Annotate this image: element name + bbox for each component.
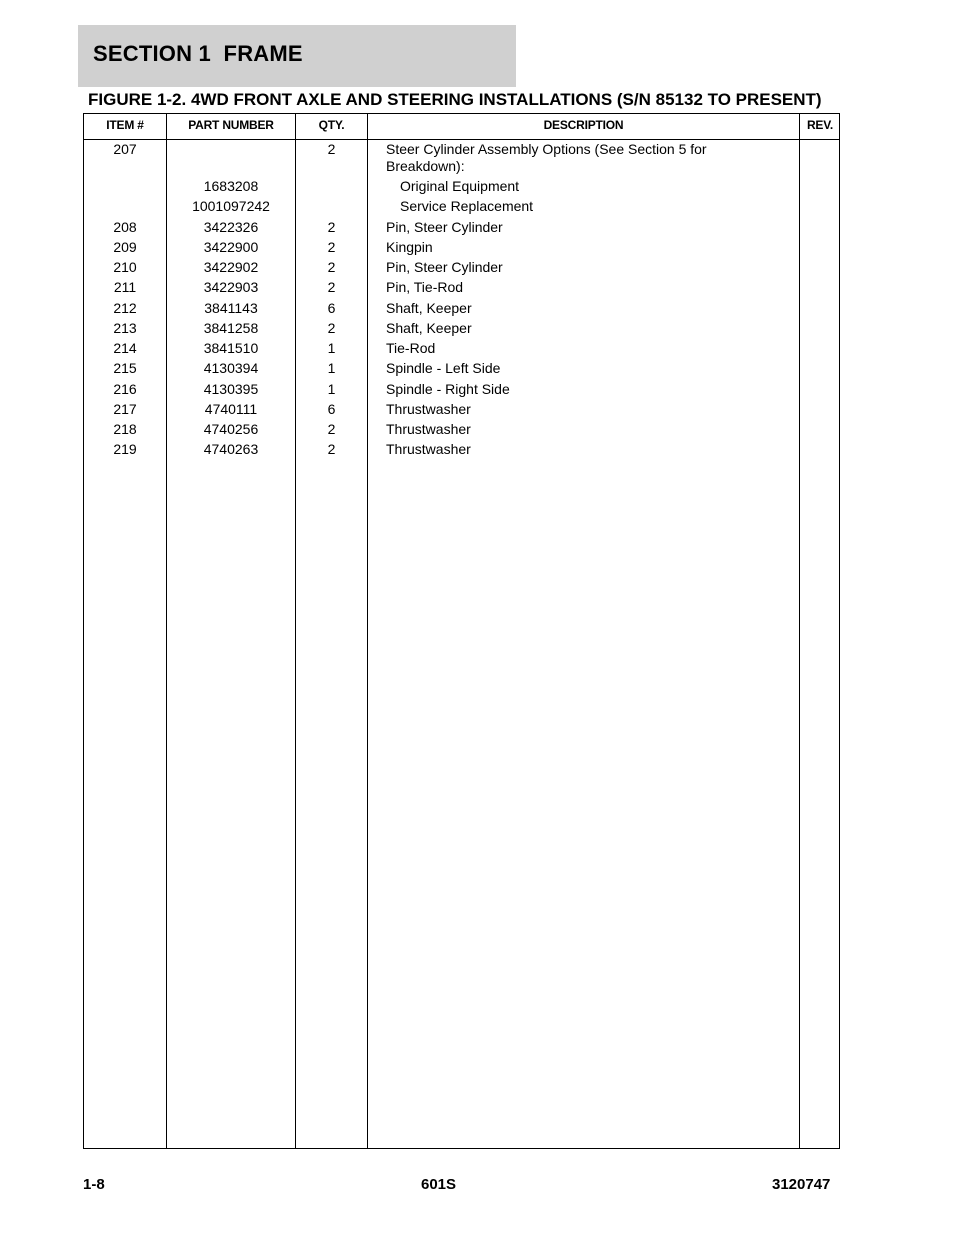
description-line: Steer Cylinder Assembly Options (See Section 5 for: [386, 141, 707, 157]
part-number-cell: 3841143: [204, 300, 258, 316]
item-cell: 210: [113, 259, 137, 275]
description-cell: Shaft, Keeper: [386, 300, 472, 316]
item-cell: 216: [113, 381, 137, 397]
item-cell: 212: [113, 300, 137, 316]
header-divider: [84, 139, 839, 140]
part-number-cell: 4740111: [204, 401, 258, 417]
qty-cell: 1: [327, 381, 336, 397]
qty-cell: 2: [327, 219, 336, 235]
qty-cell: 1: [327, 340, 336, 356]
item-cell: 208: [113, 219, 137, 235]
item-cell: 209: [113, 239, 137, 255]
part-number-cell: 3841258: [203, 320, 259, 336]
description-cell: Kingpin: [386, 239, 433, 255]
description-cell: Pin, Tie-Rod: [386, 279, 464, 295]
qty-cell: 6: [327, 300, 336, 316]
part-number-cell: 3422903: [203, 279, 259, 295]
qty-cell: 2: [327, 421, 336, 437]
item-cell: 219: [113, 441, 137, 457]
footer-model: 601S: [421, 1176, 457, 1193]
column-divider: [799, 114, 800, 1148]
description-cell: Spindle - Left Side: [386, 360, 501, 376]
item-cell: 218: [113, 421, 137, 437]
part-number-cell: 3841510: [203, 340, 259, 356]
qty-cell: 2: [327, 259, 336, 275]
part-number-cell: 4130395: [203, 381, 259, 397]
qty-cell: 2: [327, 441, 336, 457]
item-cell: 213: [113, 320, 137, 336]
description-cell: Tie-Rod: [386, 340, 436, 356]
parts-table: [83, 113, 840, 1149]
footer-doc-number: 3120747: [772, 1176, 831, 1193]
description-cell: Spindle - Right Side: [386, 381, 510, 397]
header-description: DESCRIPTION: [543, 118, 624, 132]
header-part-number: PART NUMBER: [188, 118, 274, 132]
header-item: ITEM #: [106, 118, 144, 132]
part-number-cell: 3422902: [203, 259, 259, 275]
part-number-cell: 3422326: [203, 219, 259, 235]
description-cell: Pin, Steer Cylinder: [386, 219, 503, 235]
item-cell: 207: [113, 141, 137, 157]
qty-cell: 6: [327, 401, 336, 417]
qty-cell: 2: [327, 141, 336, 157]
item-cell: 211: [113, 279, 137, 295]
part-number-cell: 4740263: [203, 441, 259, 457]
part-number-cell: 1683208: [203, 178, 259, 194]
column-divider: [367, 114, 368, 1148]
description-cell: Service Replacement: [400, 198, 534, 214]
qty-cell: 2: [327, 320, 336, 336]
item-cell: 217: [113, 401, 137, 417]
part-number-cell: 1001097242: [192, 198, 270, 214]
part-number-cell: 4130394: [203, 360, 259, 376]
description-cell: [386, 141, 796, 175]
description-line: Breakdown):: [386, 158, 465, 174]
description-cell: Thrustwasher: [386, 441, 471, 457]
description-cell: Pin, Steer Cylinder: [386, 259, 503, 275]
description-cell: Original Equipment: [400, 178, 520, 194]
description-cell: Shaft, Keeper: [386, 320, 472, 336]
qty-cell: 1: [327, 360, 336, 376]
section-title: SECTION 1 FRAME: [93, 41, 303, 66]
header-rev: REV.: [806, 118, 834, 132]
item-cell: 214: [113, 340, 137, 356]
item-cell: 215: [113, 360, 137, 376]
figure-title: FIGURE 1-2. 4WD FRONT AXLE AND STEERING INSTALLATIONS (S/N 85132 TO PRESENT): [88, 90, 822, 109]
footer-page-number: 1-8: [83, 1176, 105, 1193]
qty-cell: 2: [327, 239, 336, 255]
header-qty: QTY.: [318, 118, 345, 132]
description-cell: Thrustwasher: [386, 401, 471, 417]
qty-cell: 2: [327, 279, 336, 295]
section-banner: [78, 25, 516, 87]
part-number-cell: 3422900: [203, 239, 259, 255]
description-cell: Thrustwasher: [386, 421, 471, 437]
part-number-cell: 4740256: [203, 421, 259, 437]
